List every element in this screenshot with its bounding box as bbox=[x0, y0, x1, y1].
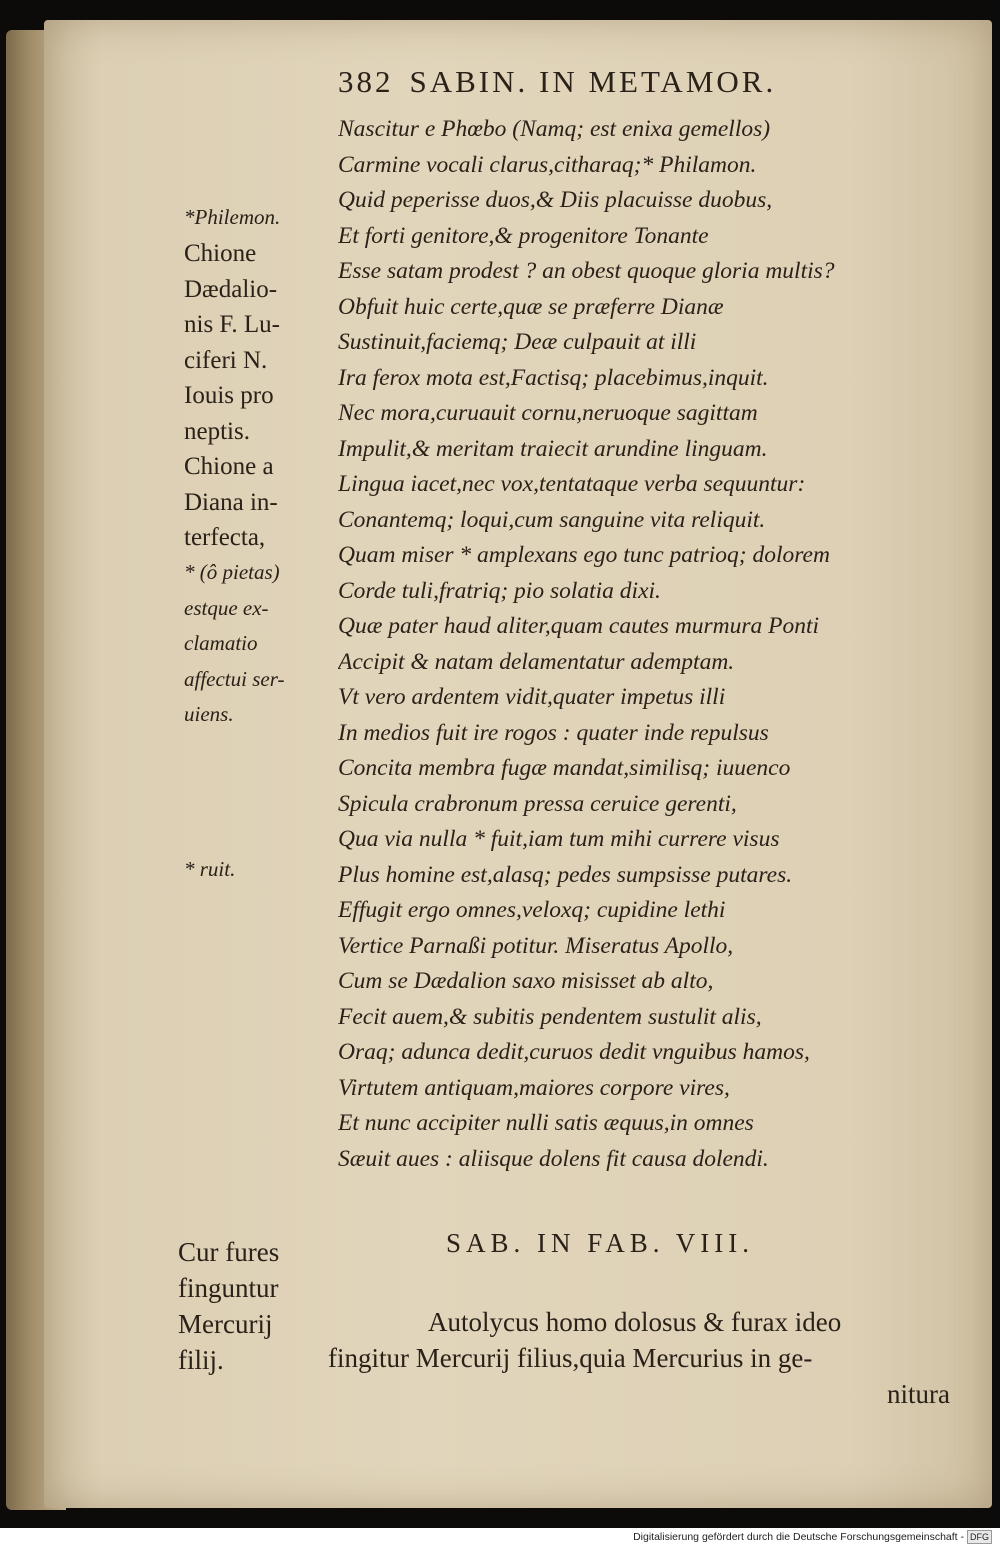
verse-line: Sæuit aues : aliisque dolens fit causa dolendi. bbox=[338, 1145, 769, 1172]
dfg-logo: DFG bbox=[967, 1530, 992, 1544]
verse-line: Quid peperisse duos,& Diis placuisse duobus, bbox=[338, 187, 773, 213]
verse-line: Effugit ergo omnes,veloxq; cupidine lethi bbox=[338, 897, 726, 923]
verse-line: Esse satam prodest ? an obest quoque gloria multis? bbox=[338, 258, 835, 284]
verse-line: Nec mora,curuauit cornu,neruoque sagittam bbox=[338, 400, 758, 426]
verse-line: Impulit,& meritam traiecit arundine linguam. bbox=[338, 435, 768, 462]
verse-line: Conantemq; loqui,cum sanguine vita reliquit. bbox=[338, 506, 766, 533]
page-number: 382 bbox=[338, 64, 394, 99]
marginal-note-line: Mercurij bbox=[178, 1309, 273, 1339]
verse-line: Nascitur e Phœbo (Namq; est enixa gemellos) bbox=[338, 116, 771, 142]
verse-line: Virtutem antiquam,maiores corpore vires, bbox=[338, 1074, 730, 1101]
verse-line: Plus homine est,alasq; pedes sumpsisse putares. bbox=[338, 861, 793, 888]
verse-line: Et forti genitore,& progenitore Tonante bbox=[338, 222, 709, 249]
marginal-note-line: Iouis pro bbox=[184, 382, 274, 409]
verse-line: Ira ferox mota est,Factisq; placebimus,inquit. bbox=[338, 364, 769, 391]
marginal-note-line: filij. bbox=[178, 1345, 224, 1375]
marginal-note-pietas bbox=[184, 555, 284, 733]
verse-line: Et nunc accipiter nulli satis æquus,in omnes bbox=[338, 1110, 754, 1136]
verse-line: Concita membra fugæ mandat,similisq; iuuenco bbox=[338, 755, 791, 781]
marginal-note-chione bbox=[184, 236, 280, 556]
commentary-line: nitura bbox=[887, 1379, 950, 1409]
verse-line: Qua via nulla * fuit,iam tum mihi currere visus bbox=[338, 826, 780, 852]
marginal-note-line: Chione bbox=[184, 240, 257, 267]
digitization-footer bbox=[0, 1528, 1000, 1547]
footer-credit: Digitalisierung gefördert durch die Deutsche Forschungsgemeinschaft - bbox=[633, 1531, 964, 1543]
verse-line: Obfuit huic certe,quæ se præferre Dianæ bbox=[338, 293, 724, 320]
verse-line: Carmine vocali clarus,citharaq;* Philamon. bbox=[338, 151, 757, 178]
verse-line: Quam miser * amplexans ego tunc patrioq; dolorem bbox=[338, 542, 830, 568]
section-heading: SAB. IN FAB. VIII. bbox=[446, 1228, 755, 1258]
marginal-note-line: Chione a bbox=[184, 453, 274, 480]
verse-line: Vt vero ardentem vidit,quater impetus illi bbox=[338, 684, 726, 710]
commentary-line: fingitur Mercurij filius,quia Mercurius in ge- bbox=[328, 1343, 813, 1373]
verse-line: Quæ pater haud aliter,quam cautes murmura Ponti bbox=[338, 613, 820, 639]
verse-line: Oraq; adunca dedit,curuos dedit vnguibus hamos, bbox=[338, 1039, 810, 1065]
marginal-note-line: terfecta, bbox=[184, 524, 266, 551]
marginal-note-line: finguntur bbox=[178, 1273, 279, 1303]
verse-line: Cum se Dædalion saxo misisset ab alto, bbox=[338, 968, 714, 994]
marginal-note-line: nis F. Lu- bbox=[184, 311, 280, 338]
commentary-text bbox=[328, 1304, 950, 1412]
marginal-note-line: ciferi N. bbox=[184, 346, 268, 374]
running-title: SABIN. IN METAMOR. bbox=[409, 64, 777, 99]
verse-line: In medios fuit ire rogos : quater inde repulsus bbox=[338, 719, 769, 746]
marginal-note-philemon: *Philemon. bbox=[184, 205, 281, 229]
verse-line: Vertice Parnaßi potitur. Miseratus Apollo, bbox=[338, 932, 734, 959]
marginal-note-line: Dædalio- bbox=[184, 275, 278, 303]
marginal-note-fures bbox=[178, 1234, 279, 1378]
marginal-note-line: Diana in- bbox=[184, 488, 278, 516]
marginal-note-line: affectui ser- bbox=[184, 666, 285, 691]
marginal-note-line: * (ô pietas) bbox=[184, 560, 280, 584]
verse-line: Fecit auem,& subitis pendentem sustulit alis, bbox=[338, 1003, 762, 1030]
commentary-line: Autolycus homo dolosus & furax ideo bbox=[428, 1307, 842, 1337]
verse-line: Lingua iacet,nec vox,tentataque verba sequuntur: bbox=[338, 471, 806, 497]
marginal-note-line: clamatio bbox=[184, 631, 258, 655]
verse-line: Accipit & natam delamentatur ademptam. bbox=[338, 648, 735, 675]
verse-line: Spicula crabronum pressa ceruice gerenti, bbox=[338, 790, 737, 817]
marginal-note-line: estque ex- bbox=[184, 595, 269, 620]
book-page bbox=[44, 20, 992, 1508]
verse-block bbox=[338, 112, 978, 1177]
marginal-note-line: Cur fures bbox=[178, 1237, 280, 1267]
marginal-note-line: neptis. bbox=[184, 417, 250, 445]
verse-line: Corde tuli,fratriq; pio solatia dixi. bbox=[338, 577, 661, 604]
verse-line: Sustinuit,faciemq; Deæ culpauit at illi bbox=[338, 329, 697, 355]
page-header bbox=[338, 64, 776, 100]
marginal-note-ruit: * ruit. bbox=[184, 857, 236, 881]
marginal-note-line: uiens. bbox=[184, 702, 234, 726]
